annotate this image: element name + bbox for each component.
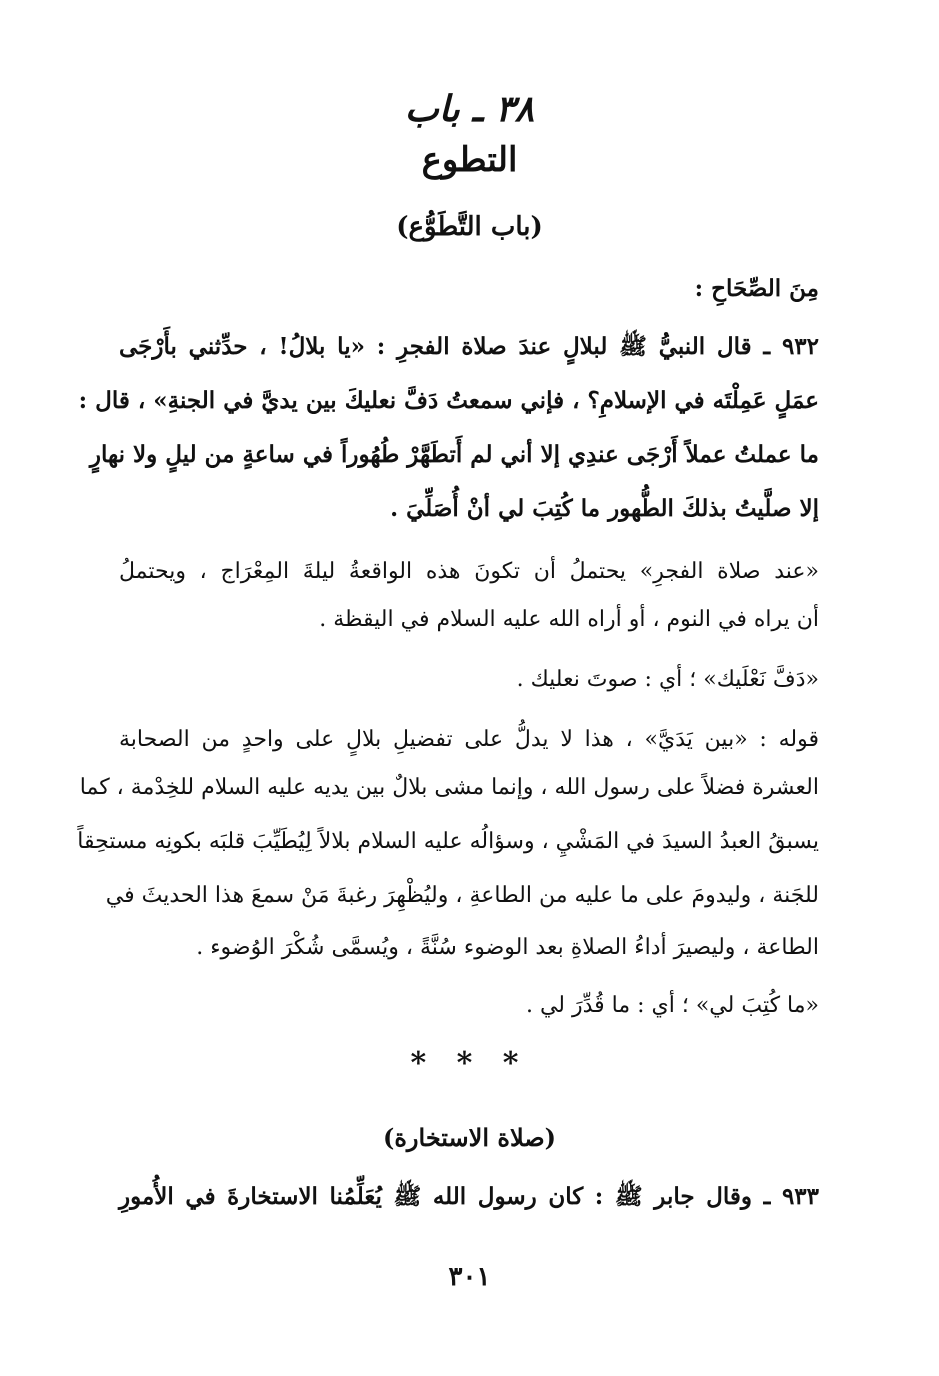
hadith-933-line: ٩٣٣ ـ وقال جابر ﷺ : كان رسول الله ﷺ يُعَلِّمُنا الاستخارةَ في الأُمورِ bbox=[119, 1183, 819, 1210]
commentary-line: الطاعة ، وليصيرَ أداءُ الصلاةِ بعد الوضوء سُنَّةً ، ويُسمَّى شُكْرَ الوُضوء . bbox=[196, 935, 819, 960]
commentary-line: يسبقُ العبدُ السيدَ في المَشْيِ ، وسؤالُه عليه السلام بلالاً لِيُطَيِّبَ قلبَه بكونِه مستحِقاً bbox=[77, 829, 819, 854]
hadith-line: ٩٣٢ ـ قال النبيُّ ﷺ لبلالٍ عندَ صلاة الفجرِ : «يا بلالُ! ، حدِّثني بأَرْجَى bbox=[119, 333, 819, 360]
hadith-line: إلا صلَّيتُ بذلكَ الطُّهور ما كُتِبَ لي أنْ أُصَلِّيَ . bbox=[390, 495, 819, 522]
chapter-number-title: ٣٨ ـ باب bbox=[404, 88, 535, 130]
commentary-line: للجَنة ، وليدومَ على ما عليه من الطاعةِ ، وليُظْهِرَ رغبةَ مَنْ سمعَ هذا الحديثَ في bbox=[105, 883, 819, 908]
commentary-line: «عند صلاة الفجرِ» يحتملُ أن تكونَ هذه الواقعةُ ليلةَ المِعْرَاج ، ويحتملُ bbox=[119, 559, 819, 584]
commentary-line: «ما كُتِبَ لي» ؛ أي : ما قُدِّرَ لي . bbox=[525, 993, 819, 1018]
hadith-line: عمَلٍ عَمِلْتَه في الإسلامِ؟ ، فإني سمعتُ دَفَّ نعليكَ بين يديَّ في الجنةِ» ، قال : bbox=[78, 387, 819, 414]
commentary-line: «دَفَّ نَعْلَيك» ؛ أي : صوتَ نعليك . bbox=[516, 667, 819, 692]
commentary-line: قوله : «بين يَدَيَّ» ، هذا لا يدلُّ على تفضيلِ بلالٍ على واحدٍ من الصحابة bbox=[119, 727, 819, 752]
hadith-line: ما عملتُ عملاً أَرْجَى عندِي إلا أني لم أَتطَهَّرْ طُهُوراً في ساعةٍ من ليلٍ ولا نهارٍ bbox=[89, 441, 819, 468]
section-title: (صلاة الاستخارة) bbox=[382, 1123, 556, 1152]
section-intro: مِنَ الصِّحَاحِ : bbox=[694, 275, 819, 302]
section-separator: * * * bbox=[410, 1046, 529, 1081]
chapter-subject: التطوع bbox=[421, 140, 518, 180]
chapter-paren-title: (باب التَّطَوُّع) bbox=[396, 212, 543, 242]
commentary-line: أن يراه في النوم ، أو أراه الله عليه السلام في اليقظة . bbox=[319, 607, 819, 632]
page-number: ٣٠١ bbox=[448, 1262, 491, 1292]
commentary-line: العشرة فضلاً على رسول الله ، وإنما مشى بلالٌ بين يديه عليه السلام للخِدْمة ، كما bbox=[79, 775, 819, 800]
